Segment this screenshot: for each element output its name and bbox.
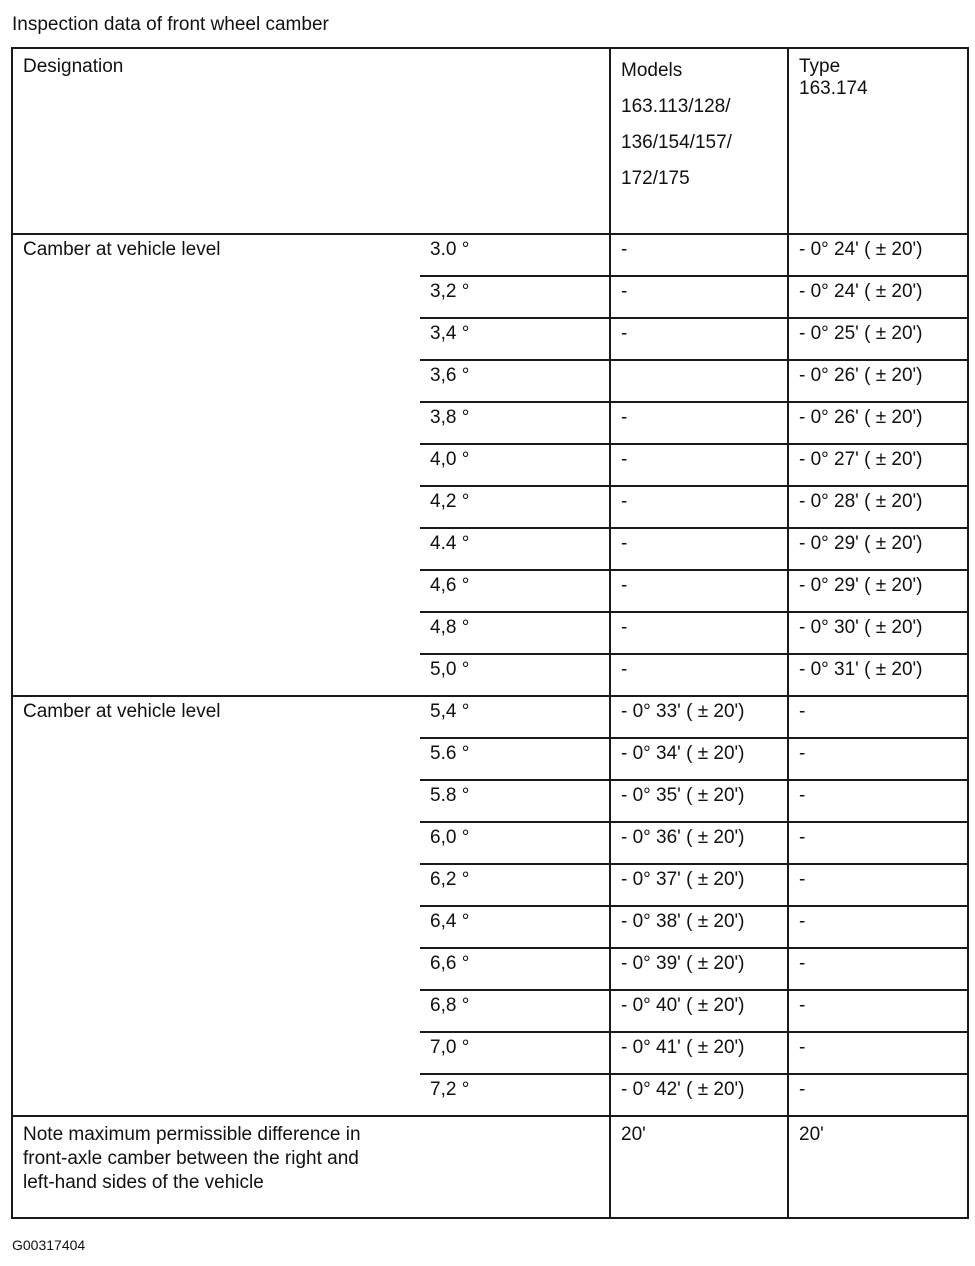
type-value: - 0° 26' ( ± 20') bbox=[799, 365, 923, 386]
level-cell bbox=[420, 822, 610, 864]
type-value-cell bbox=[788, 402, 968, 444]
page-title: Inspection data of front wheel camber bbox=[12, 14, 329, 35]
type-value-cell bbox=[788, 990, 968, 1032]
models-value: - 0° 40' ( ± 20') bbox=[621, 995, 745, 1016]
level-value: 6,0 ° bbox=[430, 827, 470, 848]
figure-code: G00317404 bbox=[12, 1237, 86, 1253]
group-label-cell bbox=[12, 696, 420, 1116]
level-cell bbox=[420, 780, 610, 822]
type-value-cell bbox=[788, 486, 968, 528]
level-value: 3,8 ° bbox=[430, 407, 470, 428]
note-cell bbox=[12, 1116, 610, 1218]
models-value: - bbox=[621, 281, 628, 302]
type-value: - bbox=[799, 995, 806, 1016]
level-value: 7,2 ° bbox=[430, 1079, 470, 1100]
type-value: - bbox=[799, 911, 806, 932]
type-value-cell bbox=[788, 528, 968, 570]
type-value: - bbox=[799, 701, 806, 722]
level-cell bbox=[420, 444, 610, 486]
level-value: 3,2 ° bbox=[430, 281, 470, 302]
models-value: - bbox=[621, 491, 628, 512]
header-type-line: 163.174 bbox=[799, 78, 868, 99]
models-value: - 0° 34' ( ± 20') bbox=[621, 743, 745, 764]
level-value: 4.4 ° bbox=[430, 533, 470, 554]
type-value-cell bbox=[788, 570, 968, 612]
models-value: - bbox=[621, 449, 628, 470]
level-value: 3,4 ° bbox=[430, 323, 470, 344]
level-value: 5.6 ° bbox=[430, 743, 470, 764]
level-value: 6,8 ° bbox=[430, 995, 470, 1016]
level-cell bbox=[420, 1074, 610, 1116]
table-row bbox=[12, 696, 968, 738]
type-value-cell bbox=[788, 318, 968, 360]
level-cell bbox=[420, 864, 610, 906]
level-cell bbox=[420, 318, 610, 360]
type-value-cell bbox=[788, 1032, 968, 1074]
type-value: - 0° 29' ( ± 20') bbox=[799, 533, 923, 554]
header-models-line: 136/154/157/ bbox=[621, 132, 732, 153]
table-header-row bbox=[12, 48, 968, 234]
models-value: - 0° 35' ( ± 20') bbox=[621, 785, 745, 806]
level-value: 5,4 ° bbox=[430, 701, 470, 722]
models-value-cell bbox=[610, 948, 788, 990]
note-text bbox=[13, 1117, 609, 1195]
header-type-cell bbox=[788, 48, 968, 234]
type-value-cell bbox=[788, 948, 968, 990]
level-cell bbox=[420, 360, 610, 402]
header-models-line: 172/175 bbox=[621, 168, 690, 189]
models-value-cell bbox=[610, 1074, 788, 1116]
type-value: - bbox=[799, 1079, 806, 1100]
type-value: - 0° 27' ( ± 20') bbox=[799, 449, 923, 470]
type-value: - bbox=[799, 785, 806, 806]
models-value-cell bbox=[610, 864, 788, 906]
type-value: - 0° 29' ( ± 20') bbox=[799, 575, 923, 596]
type-value: - bbox=[799, 743, 806, 764]
models-value: - bbox=[621, 407, 628, 428]
header-models-line: Models bbox=[621, 60, 683, 81]
type-value-cell bbox=[788, 444, 968, 486]
note-models-value: 20' bbox=[621, 1124, 646, 1145]
type-value: - 0° 28' ( ± 20') bbox=[799, 491, 923, 512]
type-value: - bbox=[799, 827, 806, 848]
models-value-cell bbox=[610, 486, 788, 528]
type-value-cell bbox=[788, 906, 968, 948]
header-type-line: Type bbox=[799, 56, 841, 77]
type-value: - 0° 30' ( ± 20') bbox=[799, 617, 923, 638]
type-value: - 0° 26' ( ± 20') bbox=[799, 407, 923, 428]
note-models-cell bbox=[610, 1116, 788, 1218]
type-value-cell bbox=[788, 864, 968, 906]
models-value: - 0° 38' ( ± 20') bbox=[621, 911, 745, 932]
models-value: - 0° 41' ( ± 20') bbox=[621, 1037, 745, 1058]
level-value: 3.0 ° bbox=[430, 239, 470, 260]
type-value-cell bbox=[788, 360, 968, 402]
header-models bbox=[611, 49, 787, 197]
type-value-cell bbox=[788, 234, 968, 276]
models-value-cell bbox=[610, 906, 788, 948]
header-designation: Designation bbox=[23, 56, 124, 77]
type-value: - 0° 25' ( ± 20') bbox=[799, 323, 923, 344]
group-label-cell bbox=[12, 234, 420, 696]
models-value: - 0° 39' ( ± 20') bbox=[621, 953, 745, 974]
models-value-cell bbox=[610, 696, 788, 738]
level-value: 3,6 ° bbox=[430, 365, 470, 386]
models-value-cell bbox=[610, 654, 788, 696]
note-line: Note maximum permissible difference in bbox=[23, 1124, 361, 1145]
type-value: - bbox=[799, 1037, 806, 1058]
level-cell bbox=[420, 612, 610, 654]
models-value: - 0° 36' ( ± 20') bbox=[621, 827, 745, 848]
note-line: front-axle camber between the right and bbox=[23, 1148, 359, 1169]
level-cell bbox=[420, 906, 610, 948]
level-value: 6,2 ° bbox=[430, 869, 470, 890]
models-value: - bbox=[621, 617, 628, 638]
models-value: - bbox=[621, 323, 628, 344]
models-value-cell bbox=[610, 990, 788, 1032]
type-value: - bbox=[799, 953, 806, 974]
level-cell bbox=[420, 990, 610, 1032]
level-cell bbox=[420, 234, 610, 276]
models-value: - bbox=[621, 575, 628, 596]
type-value: - 0° 31' ( ± 20') bbox=[799, 659, 923, 680]
type-value-cell bbox=[788, 780, 968, 822]
level-cell bbox=[420, 654, 610, 696]
models-value-cell bbox=[610, 318, 788, 360]
level-cell bbox=[420, 570, 610, 612]
models-value-cell bbox=[610, 738, 788, 780]
level-cell bbox=[420, 528, 610, 570]
table-row bbox=[12, 234, 968, 276]
models-value: - bbox=[621, 659, 628, 680]
type-value: - 0° 24' ( ± 20') bbox=[799, 239, 923, 260]
type-value-cell bbox=[788, 1074, 968, 1116]
level-value: 6,6 ° bbox=[430, 953, 470, 974]
models-value-cell bbox=[610, 780, 788, 822]
level-value: 4,2 ° bbox=[430, 491, 470, 512]
type-value-cell bbox=[788, 654, 968, 696]
level-cell bbox=[420, 486, 610, 528]
note-type-value: 20' bbox=[799, 1124, 824, 1145]
header-designation-cell bbox=[12, 48, 610, 234]
models-value: - 0° 42' ( ± 20') bbox=[621, 1079, 745, 1100]
level-value: 5.8 ° bbox=[430, 785, 470, 806]
models-value-cell bbox=[610, 234, 788, 276]
level-value: 5,0 ° bbox=[430, 659, 470, 680]
type-value: - 0° 24' ( ± 20') bbox=[799, 281, 923, 302]
type-value: - bbox=[799, 869, 806, 890]
level-value: 6,4 ° bbox=[430, 911, 470, 932]
level-cell bbox=[420, 948, 610, 990]
note-type-cell bbox=[788, 1116, 968, 1218]
note-line: left-hand sides of the vehicle bbox=[23, 1172, 264, 1193]
type-value-cell bbox=[788, 738, 968, 780]
models-value-cell bbox=[610, 822, 788, 864]
level-cell bbox=[420, 1032, 610, 1074]
level-cell bbox=[420, 696, 610, 738]
header-type bbox=[789, 49, 967, 100]
models-value: - 0° 33' ( ± 20') bbox=[621, 701, 745, 722]
models-value-cell bbox=[610, 402, 788, 444]
models-value-cell bbox=[610, 528, 788, 570]
models-value bbox=[611, 361, 787, 365]
models-value-cell bbox=[610, 360, 788, 402]
level-value: 4,8 ° bbox=[430, 617, 470, 638]
models-value-cell bbox=[610, 276, 788, 318]
type-value-cell bbox=[788, 696, 968, 738]
models-value-cell bbox=[610, 570, 788, 612]
models-value-cell bbox=[610, 1032, 788, 1074]
models-value: - 0° 37' ( ± 20') bbox=[621, 869, 745, 890]
type-value-cell bbox=[788, 276, 968, 318]
type-value-cell bbox=[788, 822, 968, 864]
camber-spec-table bbox=[11, 47, 969, 1219]
group-label: Camber at vehicle level bbox=[23, 239, 221, 260]
header-models-cell bbox=[610, 48, 788, 234]
models-value: - bbox=[621, 239, 628, 260]
level-cell bbox=[420, 402, 610, 444]
level-value: 4,0 ° bbox=[430, 449, 470, 470]
type-value-cell bbox=[788, 612, 968, 654]
level-cell bbox=[420, 276, 610, 318]
header-models-line: 163.113/128/ bbox=[621, 96, 731, 117]
level-value: 7,0 ° bbox=[430, 1037, 470, 1058]
level-cell bbox=[420, 738, 610, 780]
models-value-cell bbox=[610, 612, 788, 654]
models-value-cell bbox=[610, 444, 788, 486]
group-label: Camber at vehicle level bbox=[23, 701, 221, 722]
level-value: 4,6 ° bbox=[430, 575, 470, 596]
models-value: - bbox=[621, 533, 628, 554]
note-row bbox=[12, 1116, 968, 1218]
